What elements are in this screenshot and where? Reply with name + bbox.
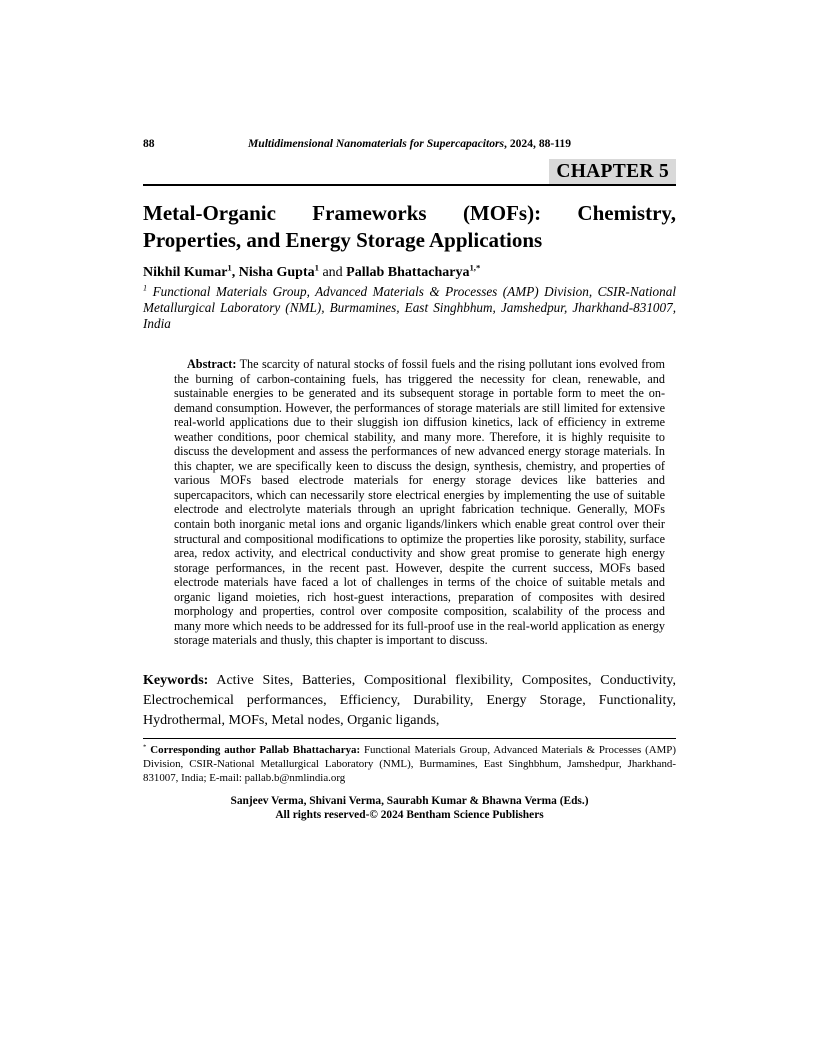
affiliation-mark: 1 xyxy=(143,283,148,293)
page-number: 88 xyxy=(143,137,155,150)
editors-line: Sanjeev Verma, Shivani Verma, Saurabh Kumar & Bhawna Verma (Eds.) xyxy=(230,795,589,808)
keywords-text: Active Sites, Batteries, Compositional flexibility, Composites, Conductivity, Electrochemical performances, Efficiency, Durability, Energy Storage, Functionality, Hydrothermal, MOFs, Metal nodes, Organic ligands, xyxy=(143,672,676,728)
abstract-paragraph xyxy=(174,357,665,648)
abstract-text: The scarcity of natural stocks of fossil fuels and the rising pollutant ions evolved from the burning of carbon-containing fuels, has triggered the necessity for clean, renewable, and sustainable energies to be generated and its subsequent storage in portable form to meet the on-demand consumption. However, the performances of storage materials are still limited for extensive real-world applications due to their sluggish ion diffusion kinetics, lack of efficiency in extreme weather conditions, poor chemical stability, and many more. Therefore, it is highly requisite to discuss the development and assess the performances of new advanced energy storage materials. In this chapter, we are specifically keen to discuss the design, synthesis, chemistry, and properties of various MOFs based electrode materials for energy storage devices like batteries and supercapacitors, which can necessarily store electrical energies by implementing the use of suitable electrode and electrolyte materials through an upright fabrication technique. Generally, MOFs contain both inorganic metal ions and organic ligands/linkers which enable great control over their structural and compositional modifications to optimize the properties like porosity, stability, surface area, redox activity, and electrical conductivity and show great promise to generate high energy storage performances, in the recent past. However, despite the current success, MOFs based electrode materials have faced a lot of challenges in terms of the choice of suitable metals and organic ligand moieties, rich host-guest interactions, preparation of composites with desired morphology and properties, control over composite composition, scalability of the process and many more which needs to be addressed for its full-proof use in the real-world application as energy storage materials and thusly, this chapter is important to discuss. xyxy=(174,357,665,648)
keywords-paragraph xyxy=(143,671,676,730)
abstract-label: Abstract: xyxy=(187,357,237,371)
author-separator: , xyxy=(231,265,239,280)
chapter-rule xyxy=(143,159,676,186)
copyright-line: All rights reserved-© 2024 Bentham Science Publishers xyxy=(275,808,544,821)
author-3-affil-mark: 1,* xyxy=(469,262,481,273)
and-text: and xyxy=(318,265,347,280)
affiliation-text: Functional Materials Group, Advanced Materials & Processes (AMP) Division, CSIR-National Metallurgical Laboratory (NML), Burmamines, East Singhbhum, Jamshedpur, Jharkhand-831007, India xyxy=(143,284,676,331)
page-header xyxy=(143,137,676,152)
corresponding-author-footnote xyxy=(143,738,676,786)
keywords-label: Keywords: xyxy=(143,672,209,688)
footnote-text: Functional Materials Group, Advanced Materials & Processes (AMP) Division, CSIR-National Metallurgical Laboratory (NML), Burmamines, East Singhbhum, Jamshedpur, Jharkhand-831007, India; E-mail: pallab.b@nmlindia.org xyxy=(143,744,676,785)
authors-line xyxy=(143,262,676,281)
footnote-marker: * xyxy=(143,743,147,751)
chapter-badge: CHAPTER 5 xyxy=(549,159,676,184)
affiliation xyxy=(143,284,676,332)
running-title xyxy=(143,137,676,150)
author-1: Nikhil Kumar xyxy=(143,265,228,280)
journal-volume-pages: , 2024, 88-119 xyxy=(504,137,572,150)
author-1-affil-mark: 1 xyxy=(227,262,232,273)
chapter-title: Metal-Organic Frameworks (MOFs): Chemistry, Properties, and Energy Storage Applications xyxy=(143,201,676,252)
author-3: Pallab Bhattacharya xyxy=(346,265,470,280)
journal-title: Multidimensional Nanomaterials for Supercapacitors xyxy=(247,137,505,150)
page-footer xyxy=(143,795,676,823)
footnote-lead: Corresponding author Pallab Bhattacharya: xyxy=(146,744,361,757)
author-2: Nisha Gupta xyxy=(238,265,315,280)
author-2-affil-mark: 1 xyxy=(314,262,319,273)
